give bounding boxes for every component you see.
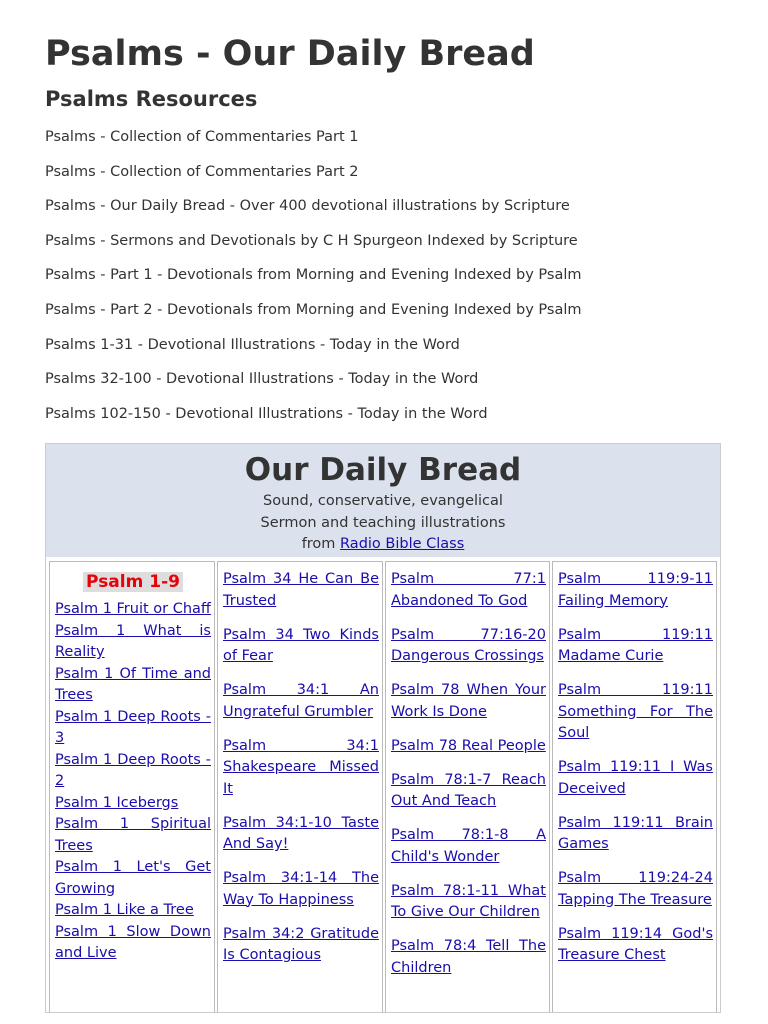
psalm-link[interactable]: Psalm 34 He Can Be Trusted	[223, 571, 379, 609]
banner-title: Our Daily Bread	[244, 452, 522, 488]
resource-item[interactable]: Psalms - Sermons and Devotionals by C H Spurgeon Indexed by Scripture	[45, 232, 578, 249]
resource-item[interactable]: Psalms - Our Daily Bread - Over 400 devotional illustrations by Scripture	[45, 198, 570, 215]
psalm-link[interactable]: Psalm 78:1-7 Reach Out And Teach	[391, 771, 546, 809]
psalm-link[interactable]: Psalm 77:16-20 Dangerous Crossings	[391, 626, 546, 664]
column-heading-label: Psalm 1-9	[83, 572, 183, 592]
resources-heading: Psalms Resources	[45, 87, 258, 111]
radio-bible-class-link[interactable]: Radio Bible Class	[340, 536, 465, 552]
psalm-link[interactable]: Psalm 78 Real People	[391, 737, 546, 754]
psalm-link[interactable]: Psalm 119:9-11 Failing Memory	[558, 571, 713, 609]
psalm-link[interactable]: Psalm 34:1-14 The Way To Happiness	[223, 870, 379, 908]
resources-list	[45, 120, 723, 431]
psalm-grid	[46, 557, 720, 1013]
psalm-link[interactable]: Psalm 78:1-11 What To Give Our Children	[391, 882, 546, 920]
from-prefix: from	[301, 536, 341, 552]
banner-subtitle: Sermon and teaching illustrations	[260, 514, 506, 531]
resource-item[interactable]: Psalms - Part 2 - Devotionals from Morning and Evening Indexed by Psalm	[45, 301, 582, 318]
column-psalm-119	[552, 561, 717, 1013]
psalm-link[interactable]: Psalm 119:14 God's Treasure Chest	[558, 925, 713, 963]
psalm-link[interactable]: Psalm 1 Fruit or Chaff	[55, 601, 211, 617]
psalm-link[interactable]: Psalm 78:1-8 A Child's Wonder	[391, 827, 546, 865]
banner	[46, 444, 720, 557]
resource-item[interactable]: Psalms - Part 1 - Devotionals from Morning and Evening Indexed by Psalm	[45, 267, 582, 284]
psalm-link[interactable]: Psalm 119:24-24 Tapping The Treasure	[558, 870, 713, 908]
psalm-link[interactable]: Psalm 1 Like a Tree	[55, 902, 194, 918]
psalm-link[interactable]: Psalm 34:1 An Ungrateful Grumbler	[223, 682, 379, 720]
page	[0, 0, 768, 431]
psalm-link[interactable]: Psalm 119:11 Madame Curie	[558, 626, 713, 664]
psalm-link[interactable]: Psalm 1 What is Reality	[55, 622, 211, 660]
psalm-link[interactable]: Psalm 1 Let's Get Growing	[55, 859, 211, 897]
daily-bread-box	[45, 443, 721, 1013]
psalm-link[interactable]: Psalm 1 Of Time and Trees	[55, 665, 211, 703]
psalm-link[interactable]: Psalm 34:1 Shakespeare Missed It	[223, 737, 379, 797]
psalm-link[interactable]: Psalm 1 Slow Down and Live	[55, 923, 211, 961]
psalm-link[interactable]: Psalm 1 Deep Roots - 3	[55, 708, 211, 746]
psalm-link[interactable]: Psalm 119:11 Something For The Soul	[558, 682, 713, 741]
psalm-link[interactable]: Psalm 1 Spiritual Trees	[55, 816, 211, 854]
psalm-link[interactable]: Psalm 34:1-10 Taste And Say!	[223, 814, 379, 852]
psalm-link[interactable]: Psalm 34 Two Kinds of Fear	[223, 626, 379, 664]
column-psalm-1-9	[49, 561, 215, 1013]
resource-item[interactable]: Psalms - Collection of Commentaries Part 1	[45, 129, 359, 145]
psalm-link[interactable]: Psalm 77:1 Abandoned To God	[391, 571, 546, 609]
psalm-link[interactable]: Psalm 119:11 Brain Games	[558, 814, 713, 852]
psalm-link[interactable]: Psalm 119:11 I Was Deceived	[558, 759, 713, 797]
resource-item[interactable]: Psalms - Collection of Commentaries Part 2	[45, 163, 359, 180]
psalm-link[interactable]: Psalm 1 Icebergs	[55, 794, 179, 811]
page-title: Psalms - Our Daily Bread	[45, 34, 535, 74]
banner-from	[46, 534, 720, 556]
column-heading	[55, 569, 211, 599]
banner-subtitle: Sound, conservative, evangelical	[263, 493, 503, 509]
psalm-link[interactable]: Psalm 1 Deep Roots - 2	[55, 751, 211, 789]
column-psalm-34	[217, 561, 383, 1013]
resource-item[interactable]: Psalms 102-150 - Devotional Illustrations - Today in the Word	[45, 405, 488, 422]
resource-item[interactable]: Psalms 32-100 - Devotional Illustrations - Today in the Word	[45, 371, 479, 388]
psalm-link[interactable]: Psalm 78 When Your Work Is Done	[391, 682, 546, 720]
psalm-link[interactable]: Psalm 34:2 Gratitude Is Contagious	[223, 925, 379, 963]
resource-item[interactable]: Psalms 1-31 - Devotional Illustrations - Today in the Word	[45, 336, 460, 353]
column-psalm-77-78	[385, 561, 550, 1013]
psalm-link[interactable]: Psalm 78:4 Tell The Children	[391, 938, 546, 976]
